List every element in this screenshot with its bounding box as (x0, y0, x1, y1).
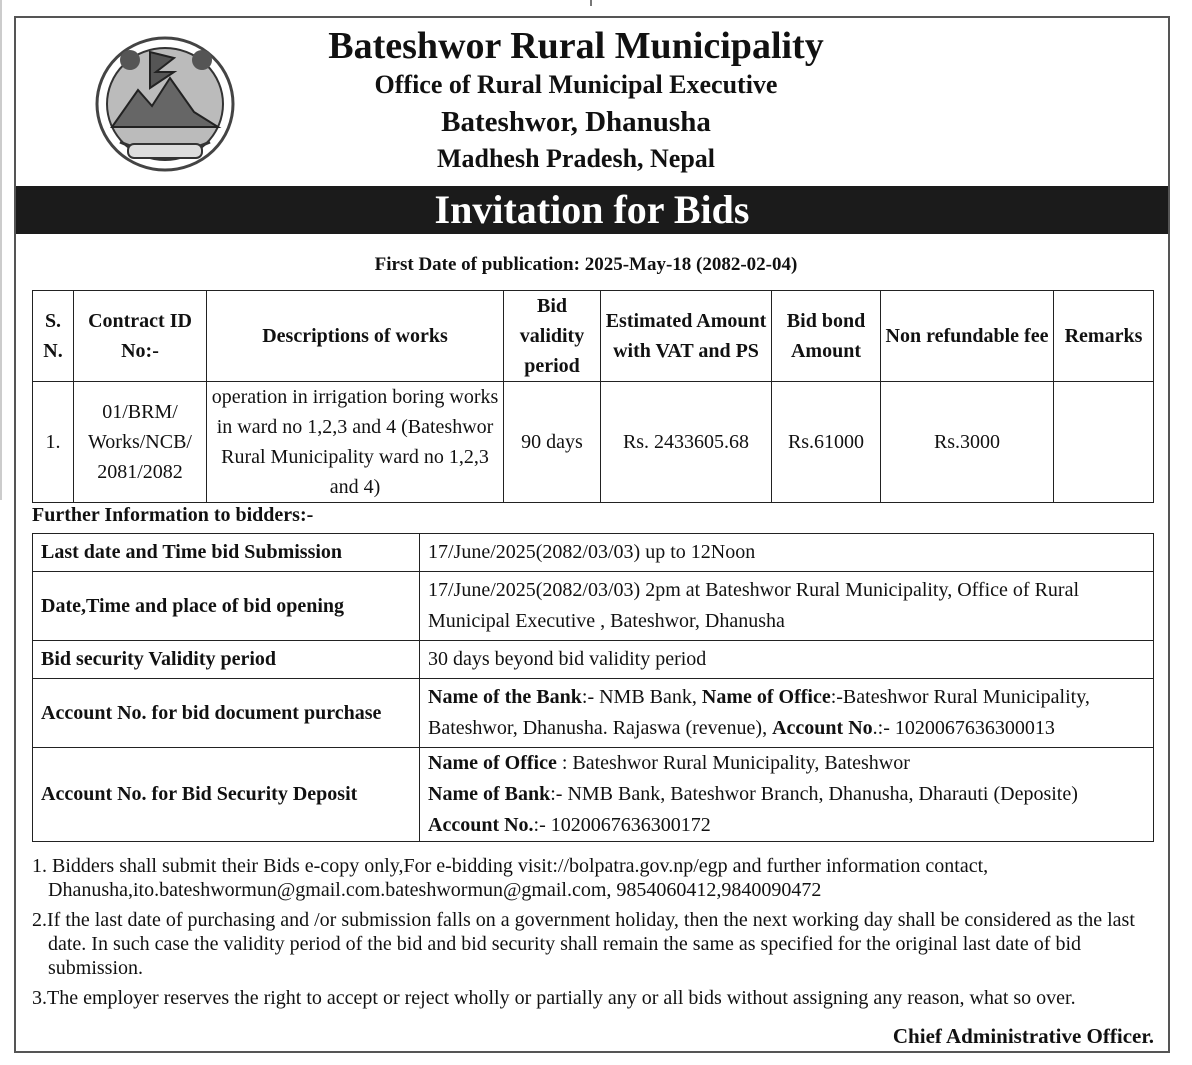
info-row-security-validity (33, 641, 1154, 679)
publication-date: First Date of publication: 2025-May-18 (2082-02-04) (374, 254, 798, 275)
header-fee: Non refundable fee (881, 291, 1054, 382)
cell-description: operation in irrigation boring works in ward no 1,2,3 and 4 (Bateshwor Rural Municipality ward no 1,2,3 and 4) (207, 382, 504, 503)
info-row-purchase-account (33, 679, 1154, 748)
header-sn: S. N. (33, 291, 74, 382)
cell-contract-id: 01/BRM/ Works/NCB/ 2081/2082 (74, 382, 207, 503)
account-no-key: Account No. (428, 814, 534, 836)
info-value (420, 748, 1154, 842)
header-remarks: Remarks (1054, 291, 1154, 382)
bank-name-key: Name of Bank (428, 783, 551, 805)
bids-table (32, 290, 1154, 503)
bank-name-value: :- NMB Bank, (581, 686, 697, 708)
list-item: 1. Bidders shall submit their Bids e-copy only,For e-bidding visit://bolpatra.gov.np/egp and further information contact, Dhanusha,ito.bateshwormun@gmail.com.bateshwormun@gmail.com, 9854060412,9840090472 (32, 855, 989, 901)
office-title: Office of Rural Municipal Executive (374, 70, 778, 99)
cell-remarks (1054, 382, 1154, 503)
bank-name-key: Name of the Bank (428, 686, 582, 708)
office-name-key: Name of Office (428, 752, 557, 774)
province-title: Madhesh Pradesh, Nepal (436, 144, 716, 173)
cell-bond: Rs.61000 (772, 382, 881, 503)
info-value: 17/June/2025(2082/03/03) 2pm at Bateshwor Rural Municipality, Office of Rural Municipal Executive , Bateshwor, Dhanusha (420, 572, 1154, 641)
header-contract-id: Contract ID No:- (74, 291, 207, 382)
list-item: 3.The employer reserves the right to accept or reject wholly or partially any or all bids without assigning any reason, what so over. (32, 987, 1076, 1009)
info-value: 30 days beyond bid validity period (420, 641, 1154, 679)
info-label: Account No. for bid document purchase (33, 679, 420, 748)
info-row-deposit-account (33, 748, 1154, 842)
header-description: Descriptions of works (207, 291, 504, 382)
list-item: 2.If the last date of purchasing and /or submission falls on a government holiday, then the next working day shall be considered as the last date. In such case the validity period of the bid and bid security shall remain the same as specified for the original last date of bid submission. (32, 909, 1135, 979)
account-no-key: Account No (772, 717, 873, 739)
cell-estimate: Rs. 2433605.68 (601, 382, 772, 503)
office-name-key: Name of Office (701, 686, 831, 708)
office-name-value: : Bateshwor Rural Municipality, Bateshwor (556, 752, 910, 774)
bank-name-value: :- NMB Bank, Bateshwor Branch, Dhanusha, Dharauti (Deposite) (550, 783, 1078, 805)
header-bond: Bid bond Amount (772, 291, 881, 382)
info-label: Bid security Validity period (33, 641, 420, 679)
info-row-opening (33, 572, 1154, 641)
cell-validity: 90 days (504, 382, 601, 503)
table-row (33, 382, 1154, 503)
notice-frame (14, 16, 1170, 1053)
account-no-value: :- 1020067636300172 (533, 814, 711, 836)
location-title: Bateshwor, Dhanusha (441, 106, 711, 138)
info-label: Account No. for Bid Security Deposit (33, 748, 420, 842)
page-edge-mark (590, 0, 592, 6)
cell-fee: Rs.3000 (881, 382, 1054, 503)
info-value: 17/June/2025(2082/03/03) up to 12Noon (420, 534, 1154, 572)
further-info-heading: Further Information to bidders:- (32, 504, 314, 526)
notes-list (32, 854, 1160, 1016)
account-no-value: .:- 1020067636300013 (872, 717, 1055, 739)
municipality-title: Bateshwor Rural Municipality (328, 25, 824, 67)
notice-header (16, 18, 1172, 186)
info-row-submission (33, 534, 1154, 572)
header-estimate: Estimated Amount with VAT and PS (601, 291, 772, 382)
signature-line: Chief Administrative Officer. (892, 1024, 1154, 1048)
bids-header-row (33, 291, 1154, 382)
bidder-info-table (32, 533, 1154, 842)
info-label: Last date and Time bid Submission (33, 534, 420, 572)
cell-sn: 1. (33, 382, 74, 503)
office-name-value: :-Bateshwor Rural Municipality, Bateshwor, Dhanusha. Rajaswa (revenue), (428, 686, 1090, 739)
info-value (420, 679, 1154, 748)
info-label: Date,Time and place of bid opening (33, 572, 420, 641)
header-validity: Bid validity period (504, 291, 601, 382)
invitation-banner: Invitation for Bids (16, 186, 1168, 234)
